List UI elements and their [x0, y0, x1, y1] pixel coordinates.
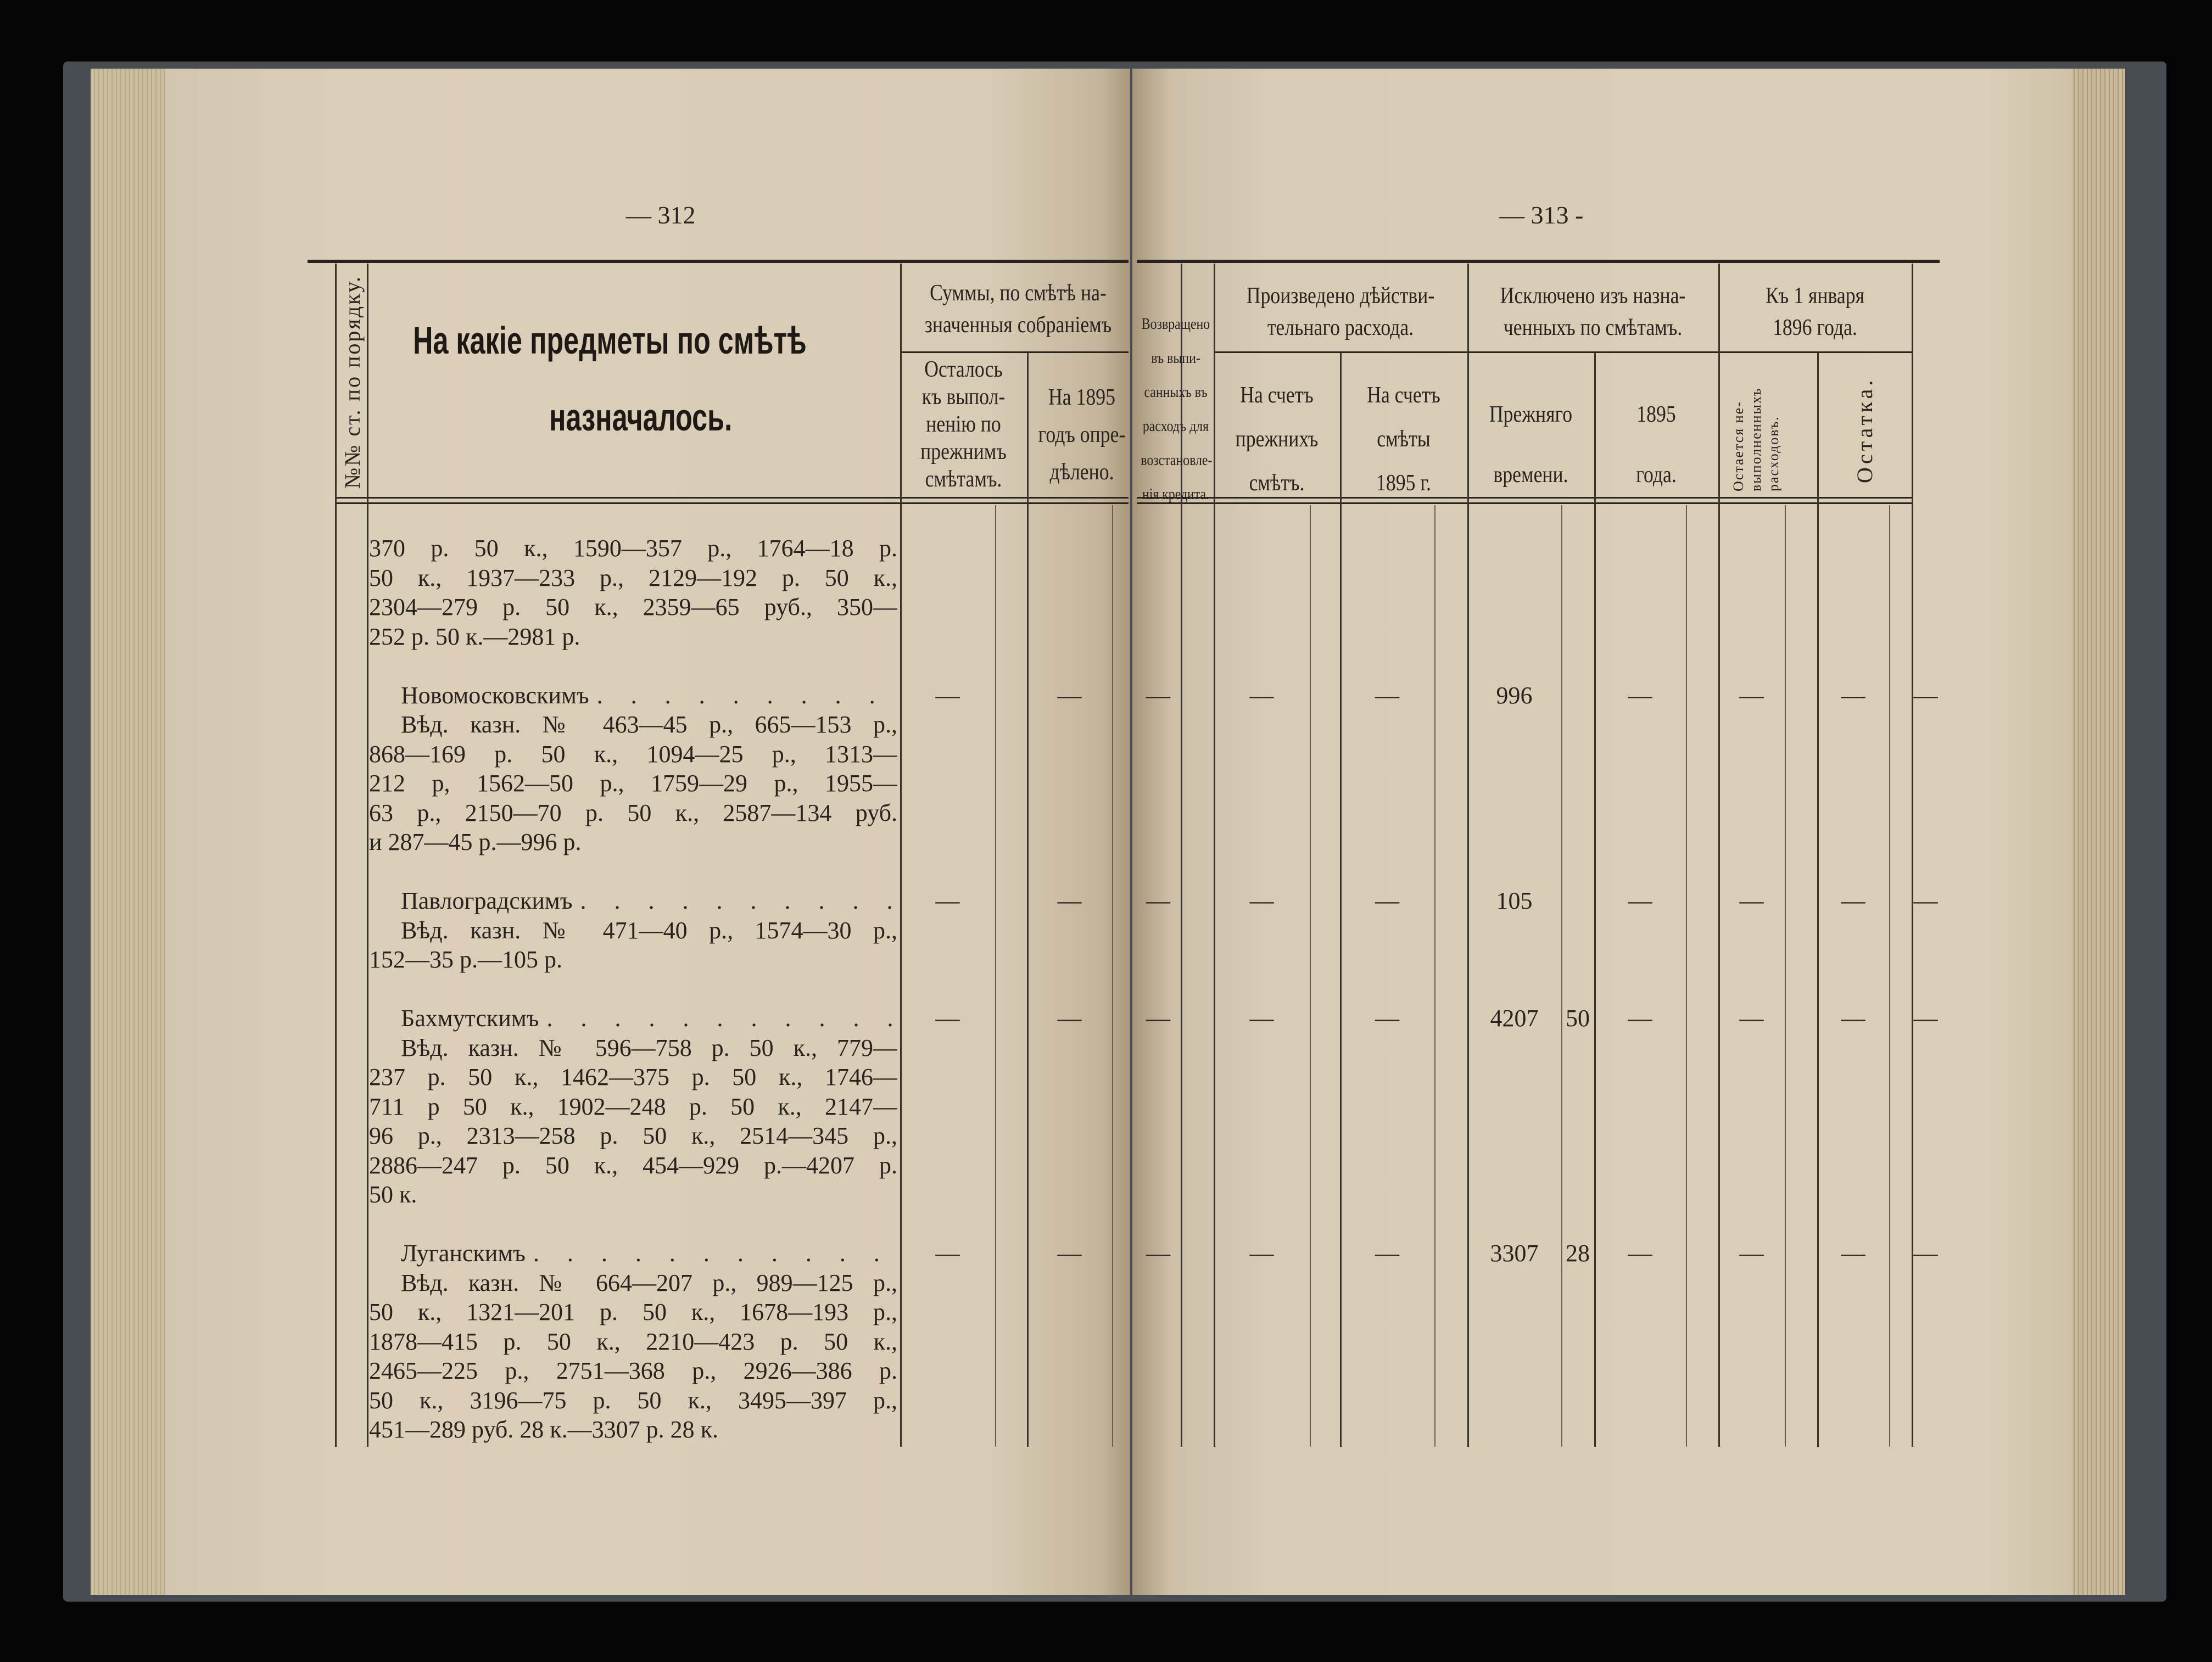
- value-rubles: —: [1057, 681, 1082, 709]
- header-text: 1895 г.: [1376, 471, 1431, 496]
- value-rubles: —: [1628, 887, 1652, 914]
- header-text: Осталось: [924, 357, 1003, 382]
- value-rubles: —: [1249, 681, 1274, 709]
- col-line: [900, 264, 902, 1447]
- value-rubles: —: [935, 1240, 960, 1267]
- value-rubles: —: [1249, 1240, 1274, 1267]
- entry-line: 96 р., 2313—258 р. 50 к., 2514—345 р.,: [369, 1122, 897, 1149]
- header-text: смѣтъ.: [1249, 471, 1305, 496]
- value-rubles: —: [1146, 887, 1170, 914]
- header-col-1895-defined: [1035, 379, 1129, 491]
- value-rubles: —: [1057, 887, 1082, 914]
- header-text: выполненныхъ: [1748, 387, 1764, 491]
- header-text: въ выпи-: [1151, 350, 1200, 367]
- header-text: смѣты: [1377, 427, 1431, 452]
- entry-line: 212 р, 1562—50 р., 1759—29 р., 1955—: [369, 770, 897, 797]
- value-rubles: —: [1739, 887, 1764, 914]
- header-text: Остается не-: [1730, 401, 1746, 491]
- header-group-excluded: [1486, 280, 1699, 344]
- header-text: Исключено изъ назна-: [1500, 283, 1686, 309]
- kop-line: [1785, 505, 1786, 1447]
- entry-line: Вѣд. казн. № 463—45 р., 665—153 р.,: [401, 711, 897, 738]
- entry-line: 868—169 р. 50 к., 1094—25 р., 1313—: [369, 740, 897, 768]
- value-rubles: —: [1057, 1240, 1082, 1267]
- value-rubles: —: [1841, 1005, 1865, 1032]
- blank-line: [369, 1210, 897, 1239]
- value-rubles: —: [1146, 1005, 1170, 1032]
- table-top-rule-right: [1137, 260, 1940, 263]
- header-text: 1896 года.: [1773, 315, 1857, 340]
- blank-line: [369, 651, 897, 681]
- header-text: ненію по: [926, 412, 1001, 437]
- header-text: нія кредита.: [1142, 486, 1210, 503]
- header-col-balance: Остатка.: [1852, 377, 1877, 483]
- value-rubles: —: [1628, 681, 1652, 709]
- value-rubles: 105: [1496, 887, 1533, 914]
- blank-line: [369, 975, 897, 1004]
- header-col-remaining-prev: [909, 356, 1017, 493]
- table-row: [0, 886, 2212, 916]
- entry-line: 1878—415 р. 50 к., 2210—423 р. 50 к.,: [369, 1328, 897, 1355]
- value-kopecks: 50: [1566, 1005, 1590, 1032]
- value-rubles: —: [1249, 887, 1274, 914]
- value-rubles: —: [1628, 1005, 1652, 1032]
- value-rubles: —: [1913, 1240, 1938, 1267]
- header-text: тельнаго расхода.: [1267, 315, 1414, 340]
- entry-line: 50 к., 1937—233 р., 2129—192 р. 50 к.,: [369, 564, 897, 591]
- value-rubles: —: [1913, 1005, 1938, 1032]
- page-edges-left: [91, 69, 173, 1595]
- col-line: [1912, 264, 1913, 1447]
- kop-line: [1686, 505, 1687, 1447]
- header-col-description-1: На какіе предметы по смѣтѣ: [413, 319, 807, 362]
- page-edges-right: [2070, 69, 2125, 1595]
- entry-line: 152—35 р.—105 р.: [369, 946, 562, 973]
- header-text: годъ опре-: [1038, 422, 1126, 447]
- header-col-number: №№ ст. по порядку.: [340, 275, 365, 489]
- value-rubles: —: [1913, 681, 1938, 709]
- entry-line: 50 к., 3196—75 р. 50 к., 3495—397 р.,: [369, 1386, 897, 1414]
- entry-line: и 287—45 р.—996 р.: [369, 829, 582, 855]
- entry-line: 237 р. 50 к., 1462—375 р. 50 к., 1746—: [369, 1064, 897, 1090]
- header-col-returned: [1141, 307, 1211, 512]
- value-rubles: —: [1375, 887, 1399, 914]
- value-rubles: —: [1841, 887, 1865, 914]
- header-text: прежнимъ: [920, 439, 1007, 465]
- value-rubles: —: [1249, 1005, 1274, 1032]
- header-col-prev-estimates: [1223, 373, 1331, 505]
- entry-line: Вѣд. казн. № 471—40 р., 1574—30 р.,: [401, 916, 897, 944]
- kop-line: [1889, 505, 1890, 1447]
- value-rubles: —: [1375, 681, 1399, 709]
- kop-line: [1112, 505, 1113, 1447]
- value-rubles: 3307: [1490, 1240, 1539, 1267]
- value-rubles: —: [935, 681, 960, 709]
- entry-line: 451—289 руб. 28 к.—3307 р. 28 к.: [369, 1416, 718, 1443]
- header-text: дѣлено.: [1049, 460, 1114, 485]
- header-col-unfulfilled: [1730, 388, 1783, 492]
- header-group-jan-1896: [1733, 280, 1897, 344]
- header-text: Прежняго: [1489, 402, 1573, 427]
- entry-line: 711 р 50 к., 1902—248 р. 50 к., 2147—: [369, 1093, 897, 1120]
- table-top-rule-left: [308, 260, 1129, 263]
- value-rubles: —: [1841, 681, 1865, 709]
- header-text: Къ 1 января: [1765, 283, 1864, 309]
- value-rubles: 996: [1496, 681, 1533, 709]
- header-text: расходовъ.: [1766, 416, 1781, 491]
- value-rubles: —: [1739, 1005, 1764, 1032]
- value-rubles: —: [1146, 681, 1170, 709]
- page-number-right: — 313 -: [1499, 201, 1584, 229]
- table-row: [0, 681, 2212, 710]
- header-col-estimate-1895: [1349, 373, 1457, 505]
- header-text: возстановле-: [1141, 452, 1213, 469]
- header-col-1895-year: [1604, 384, 1709, 505]
- value-rubles: —: [935, 887, 960, 914]
- entry-line: Вѣд. казн. № 664—207 р., 989—125 р.,: [401, 1269, 897, 1296]
- entry-line: 2304—279 р. 50 к., 2359—65 руб., 350—: [369, 594, 897, 620]
- header-text: смѣтамъ.: [925, 467, 1002, 492]
- col-line: [367, 264, 368, 1447]
- kop-line: [1561, 505, 1562, 1447]
- header-text: На счетъ: [1367, 383, 1440, 408]
- header-bottom-rule-left-1: [335, 497, 1129, 499]
- value-rubles: 4207: [1490, 1005, 1539, 1032]
- value-rubles: —: [1146, 1240, 1170, 1267]
- header-text: прежнихъ: [1235, 427, 1319, 452]
- entry-line: 50 к., 1321—201 р. 50 к., 1678—193 р.,: [369, 1299, 897, 1325]
- header-text: времени.: [1493, 462, 1568, 488]
- entry-line: 370 р. 50 к., 1590—357 р., 1764—18 р.: [369, 535, 897, 562]
- blank-line: [369, 857, 897, 887]
- entry-line: 2465—225 р., 2751—368 р., 2926—386 р.: [369, 1357, 897, 1384]
- header-text: года.: [1636, 462, 1677, 488]
- header-text: На счетъ: [1240, 383, 1314, 408]
- subheader-rule-right: [1214, 351, 1912, 353]
- header-text: расходъ для: [1142, 418, 1209, 435]
- header-text: Произведено дѣйстви-: [1246, 283, 1435, 309]
- entry-line: Вѣд. казн. № 596—758 р. 50 к., 779—: [401, 1034, 897, 1061]
- col-line: [1214, 264, 1215, 1447]
- entry-name: Павлоградскимъ: [401, 887, 573, 914]
- table-row: [0, 1004, 2212, 1033]
- value-rubles: —: [935, 1005, 960, 1032]
- header-text: ченныхъ по смѣтамъ.: [1503, 315, 1683, 340]
- header-text: 1895: [1636, 402, 1676, 427]
- kop-line: [995, 505, 996, 1447]
- value-kopecks: 28: [1566, 1240, 1590, 1267]
- entry-line: 63 р., 2150—70 р. 50 к., 2587—134 руб.: [369, 799, 897, 826]
- entry-line: 50 к.: [369, 1181, 417, 1208]
- kop-line: [1310, 505, 1311, 1447]
- entry-name: Новомосковскимъ: [401, 681, 589, 709]
- header-bottom-rule-left-2: [335, 502, 1129, 504]
- header-col-description-2: назначалось.: [549, 396, 733, 439]
- value-rubles: —: [1057, 1005, 1082, 1032]
- value-rubles: —: [1739, 1240, 1764, 1267]
- entry-line: 252 р. 50 к.—2981 р.: [369, 623, 580, 650]
- table-row: [0, 1239, 2212, 1268]
- header-group-actual: [1233, 280, 1449, 344]
- value-rubles: —: [1375, 1005, 1399, 1032]
- value-rubles: —: [1841, 1240, 1865, 1267]
- entry-name: Бахмутскимъ: [401, 1005, 539, 1032]
- entries-description: [369, 534, 897, 1445]
- header-group-sums: [918, 277, 1119, 341]
- kop-line: [1434, 505, 1435, 1447]
- subheader-rule-sums: [900, 351, 1129, 353]
- header-text: значенныя собраніемъ: [924, 312, 1112, 338]
- header-text: къ выпол-: [921, 384, 1006, 410]
- col-line: [1718, 264, 1720, 1447]
- value-rubles: —: [1739, 681, 1764, 709]
- entry-name: Луганскимъ: [401, 1240, 526, 1267]
- value-rubles: —: [1913, 887, 1938, 914]
- header-text: Суммы, по смѣтѣ на-: [930, 281, 1107, 306]
- page-number-left: — 312: [626, 201, 696, 229]
- header-text: На 1895: [1048, 385, 1115, 410]
- entry-line: 2886—247 р. 50 к., 454—929 р.—4207 р.: [369, 1151, 897, 1179]
- header-col-prev-time: [1477, 384, 1584, 505]
- header-text: санныхъ въ: [1144, 384, 1208, 401]
- value-rubles: —: [1375, 1240, 1399, 1267]
- col-line: [1467, 264, 1469, 1447]
- value-rubles: —: [1628, 1240, 1652, 1267]
- header-text: Возвращено: [1141, 316, 1210, 333]
- col-line: [335, 264, 337, 1447]
